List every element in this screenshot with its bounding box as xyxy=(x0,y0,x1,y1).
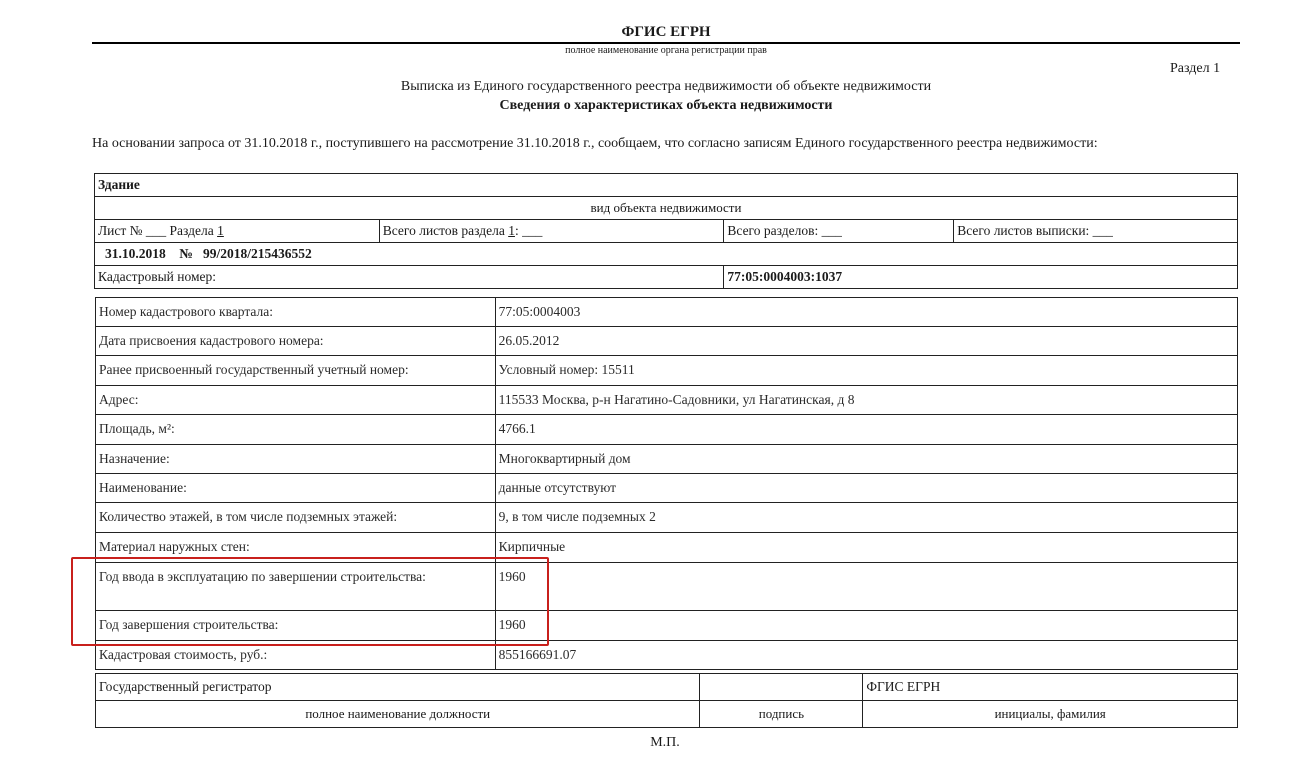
sheet-number-value: 1 xyxy=(217,223,224,238)
row-label: Номер кадастрового квартала: xyxy=(96,298,496,327)
table-row xyxy=(96,356,1238,386)
row-label: Наименование: xyxy=(96,474,496,503)
row-label: Площадь, м²: xyxy=(96,415,496,445)
table-row xyxy=(96,386,1238,415)
cadastral-label: Кадастровый номер: xyxy=(95,266,724,289)
total-sheets-section-suffix: : ___ xyxy=(514,223,543,238)
row-value: данные отсутствуют xyxy=(495,474,1237,503)
row-value: Условный номер: 15511 xyxy=(495,356,1237,386)
registrar-title: Государственный регистратор xyxy=(96,674,700,701)
sheet-number xyxy=(95,220,380,243)
row-label: Ранее присвоенный государственный учетный номер: xyxy=(96,356,496,386)
org-caption: полное наименование органа регистрации прав xyxy=(565,45,767,56)
number-sign: № xyxy=(179,246,193,261)
document-title: Выписка из Единого государственного реестра недвижимости об объекте недвижимости xyxy=(400,79,932,94)
row-value: 26.05.2012 xyxy=(495,327,1237,356)
header-rule xyxy=(92,42,1240,44)
row-label: Количество этажей, в том числе подземных этажей: xyxy=(96,503,496,533)
org-name: ФГИС ЕГРН xyxy=(621,24,711,40)
row-value: Кирпичные xyxy=(495,533,1237,563)
row-label: Дата присвоения кадастрового номера: xyxy=(96,327,496,356)
extract-number: 99/2018/215436552 xyxy=(202,246,312,261)
total-sections: Всего разделов: ___ xyxy=(724,220,954,243)
total-sheets-section xyxy=(379,220,724,243)
table-row xyxy=(96,503,1238,533)
row-label: Год завершения строительства: xyxy=(96,611,496,641)
document-subtitle: Сведения о характеристиках объекта недвижимости xyxy=(499,98,833,113)
table-row xyxy=(96,474,1238,503)
total-sheets-extract: Всего листов выписки: ___ xyxy=(954,220,1238,243)
extract-date-number xyxy=(95,243,1238,266)
initials-caption: инициалы, фамилия xyxy=(863,701,1238,728)
row-value: 115533 Москва, р-н Нагатино-Садовники, ул Нагатинская, д 8 xyxy=(495,386,1237,415)
row-value: 4766.1 xyxy=(495,415,1237,445)
signature-table xyxy=(95,673,1238,728)
row-label: Назначение: xyxy=(96,445,496,474)
object-type: Здание xyxy=(95,174,1238,197)
row-value: 855166691.07 xyxy=(495,641,1237,670)
row-label: Год ввода в эксплуатацию по завершении строительства: xyxy=(96,563,496,611)
row-value: 9, в том числе подземных 2 xyxy=(495,503,1237,533)
row-value: 1960 xyxy=(495,563,1237,611)
table-row xyxy=(96,445,1238,474)
registrar-org: ФГИС ЕГРН xyxy=(863,674,1238,701)
row-label: Адрес: xyxy=(96,386,496,415)
total-sheets-section-label: Всего листов раздела xyxy=(382,223,505,238)
stamp-label: М.П. xyxy=(650,735,680,750)
highlight-box xyxy=(71,557,549,646)
row-value: 77:05:0004003 xyxy=(495,298,1237,327)
table-row xyxy=(96,415,1238,445)
signature-caption: подпись xyxy=(700,701,863,728)
cadastral-value: 77:05:0004003:1037 xyxy=(724,266,1238,289)
row-label: Кадастровая стоимость, руб.: xyxy=(96,641,496,670)
sheet-number-label: Лист № ___ Раздела xyxy=(98,223,214,238)
position-caption: полное наименование должности xyxy=(96,701,700,728)
extract-date: 31.10.2018 xyxy=(105,246,166,261)
table-row xyxy=(96,327,1238,356)
table-row xyxy=(96,298,1238,327)
signature-blank xyxy=(700,674,863,701)
object-type-caption: вид объекта недвижимости xyxy=(95,197,1238,220)
intro-text: На основании запроса от 31.10.2018 г., поступившего на рассмотрение 31.10.2018 г., сообщаем, что согласно записям Единого государственного реестра недвижимости: xyxy=(92,136,1098,151)
row-value: 1960 xyxy=(495,611,1237,641)
row-label: Материал наружных стен: xyxy=(96,533,496,563)
object-header-table xyxy=(94,173,1238,289)
row-value: Многоквартирный дом xyxy=(495,445,1237,474)
section-label: Раздел 1 xyxy=(1170,61,1221,76)
total-sheets-section-value: 1 xyxy=(508,223,515,238)
